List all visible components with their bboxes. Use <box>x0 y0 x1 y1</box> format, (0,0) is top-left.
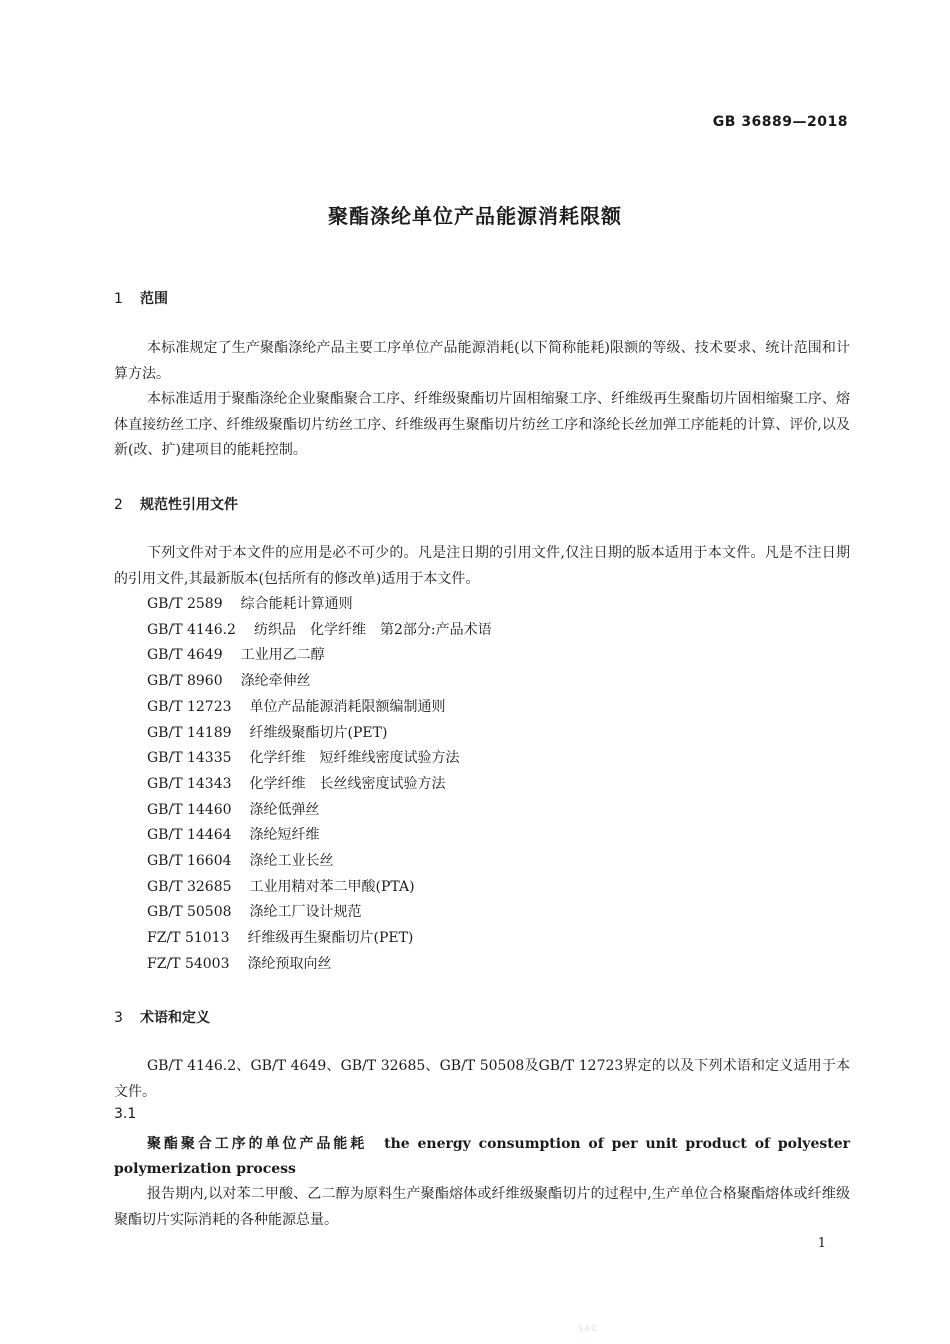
subsection-number: 3.1 <box>114 1106 137 1122</box>
reference-title: 综合能耗计算通则 <box>240 596 353 612</box>
document-title: 聚酯涤纶单位产品能源消耗限额 <box>328 204 622 228</box>
section-heading-scope <box>114 288 168 308</box>
term-entry <box>114 1132 850 1182</box>
reference-title: 涤纶短纤维 <box>249 827 320 844</box>
scope-paragraph-2: 本标准适用于聚酯涤纶企业聚酯聚合工序、纤维级聚酯切片固相缩聚工序、纤维级再生聚酯切片固相缩聚工序、熔体直接纺丝工序、纤维级聚酯切片纺丝工序、纤维级再生聚酯切片纺丝工序和涤纶长丝加弹工序能耗的计算、评价,以及新(改、扩)建项目的能耗控制。 <box>114 391 850 459</box>
reference-list <box>147 592 492 978</box>
reference-title: 化学纤维 长丝线密度试验方法 <box>249 775 446 792</box>
reference-item <box>147 643 492 669</box>
reference-code: GB/T 50508 <box>147 904 232 921</box>
references-intro: 下列文件对于本文件的应用是必不可少的。凡是注日期的引用文件,仅注日期的版本适用于本文件。凡是不注日期的引用文件,其最新版本(包括所有的修改单)适用于本文件。 <box>114 545 850 587</box>
terms-intro: GB/T 4146.2、GB/T 4649、GB/T 32685、GB/T 50508及GB/T 12723界定的以及下列术语和定义适用于本文件。 <box>114 1058 850 1100</box>
reference-title: 涤纶牵伸丝 <box>240 673 311 690</box>
reference-code: GB/T 14343 <box>147 775 232 792</box>
section-title: 规范性引用文件 <box>140 497 238 513</box>
section-number: 2 <box>114 497 123 513</box>
reference-code: GB/T 14335 <box>147 750 232 767</box>
section-heading-terms <box>114 1007 210 1027</box>
reference-item <box>147 618 492 644</box>
term-definition: 报告期内,以对苯二甲酸、乙二醇为原料生产聚酯熔体或纤维级聚酯切片的过程中,生产单位合格聚酯熔体或纤维级聚酯切片实际消耗的各种能源总量。 <box>114 1186 850 1228</box>
reference-item <box>147 592 492 618</box>
reference-title: 纺织品 化学纤维 第2部分:产品术语 <box>253 621 492 638</box>
reference-item <box>147 721 492 747</box>
reference-item <box>147 952 492 978</box>
reference-title: 单位产品能源消耗限额编制通则 <box>249 698 446 715</box>
reference-item <box>147 746 492 772</box>
reference-code: GB/T 12723 <box>147 698 232 715</box>
section-number: 1 <box>114 291 123 307</box>
scope-paragraph-1: 本标准规定了生产聚酯涤纶产品主要工序单位产品能源消耗(以下简称能耗)限额的等级、技术要求、统计范围和计算方法。 <box>114 340 850 382</box>
reference-item <box>147 669 492 695</box>
sac-watermark: SAC <box>578 1324 598 1333</box>
page-number: 1 <box>817 1236 826 1251</box>
reference-item <box>147 926 492 952</box>
reference-code: FZ/T 51013 <box>147 930 230 947</box>
reference-title: 涤纶预取向丝 <box>247 955 332 972</box>
reference-item <box>147 772 492 798</box>
reference-code: FZ/T 54003 <box>147 955 230 972</box>
section-heading-references <box>114 494 238 514</box>
reference-item <box>147 695 492 721</box>
reference-title: 纤维级聚酯切片(PET) <box>249 724 388 741</box>
reference-title: 涤纶低弹丝 <box>249 801 320 818</box>
section-title: 术语和定义 <box>140 1010 210 1026</box>
reference-code: GB/T 4146.2 <box>147 621 236 638</box>
reference-item <box>147 900 492 926</box>
reference-code: GB/T 32685 <box>147 878 232 895</box>
section-title: 范围 <box>140 291 168 307</box>
reference-code: GB/T 8960 <box>147 673 223 690</box>
term-english: the energy consumption of per unit product of polyester polymerization process <box>114 1136 850 1177</box>
reference-title: 纤维级再生聚酯切片(PET) <box>247 930 414 947</box>
reference-title: 工业用精对苯二甲酸(PTA) <box>249 878 415 895</box>
reference-item <box>147 875 492 901</box>
reference-code: GB/T 2589 <box>147 596 223 612</box>
reference-code: GB/T 14460 <box>147 801 232 818</box>
reference-title: 涤纶工厂设计规范 <box>249 904 362 921</box>
reference-title: 涤纶工业长丝 <box>249 853 334 870</box>
standard-code: GB 36889—2018 <box>712 114 848 130</box>
reference-code: GB/T 14189 <box>147 724 232 741</box>
reference-code: GB/T 14464 <box>147 827 232 844</box>
reference-item <box>147 823 492 849</box>
term-chinese: 聚酯聚合工序的单位产品能耗 <box>147 1136 368 1152</box>
reference-item <box>147 798 492 824</box>
reference-code: GB/T 16604 <box>147 853 232 870</box>
reference-title: 工业用乙二醇 <box>240 647 325 664</box>
section-number: 3 <box>114 1010 123 1026</box>
reference-title: 化学纤维 短纤维线密度试验方法 <box>249 750 460 767</box>
reference-item <box>147 849 492 875</box>
reference-code: GB/T 4649 <box>147 647 223 664</box>
